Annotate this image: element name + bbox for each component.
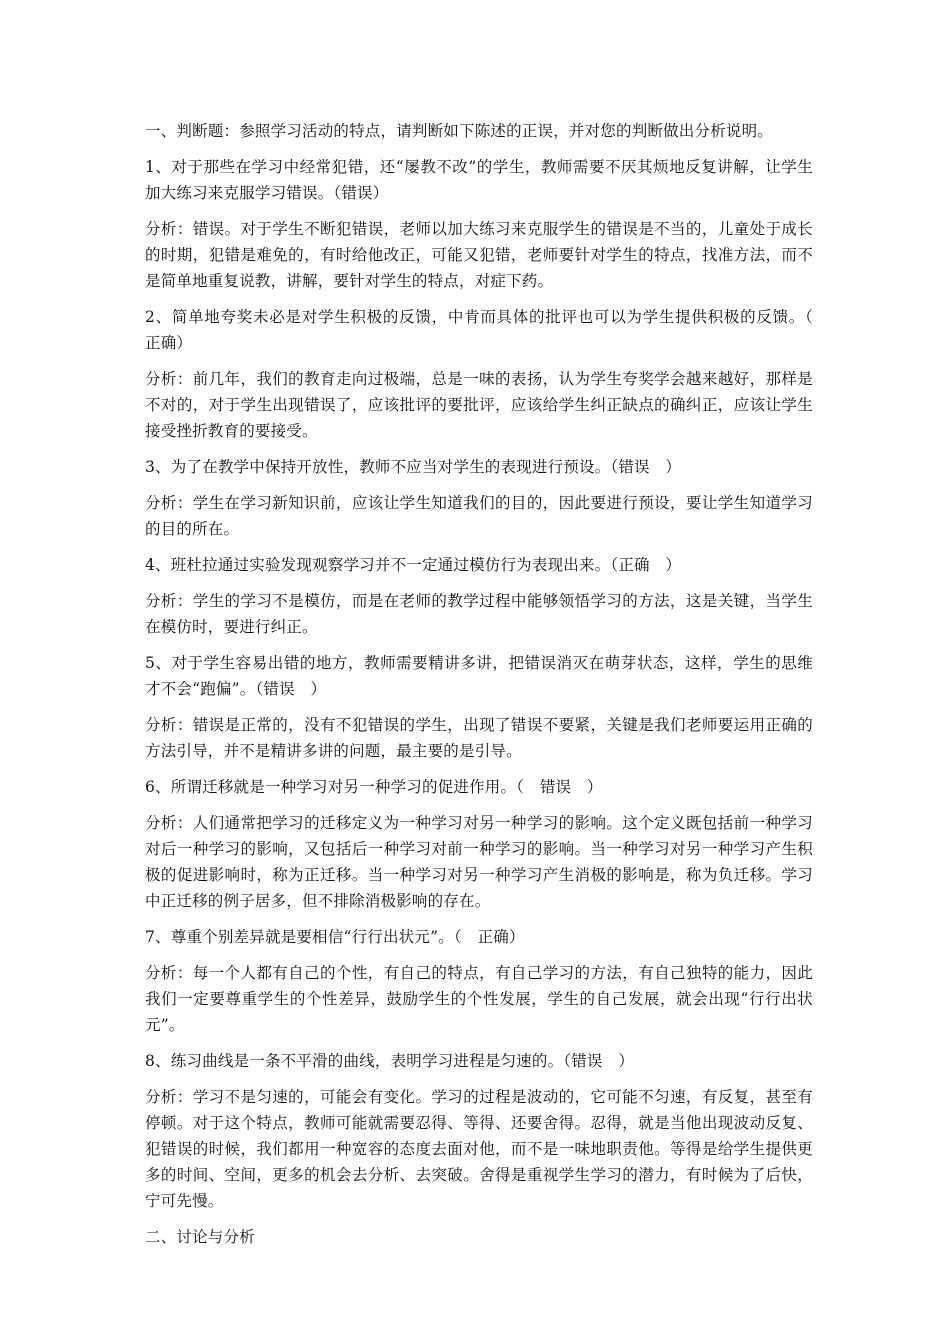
question-2: 2、简单地夸奖未必是对学生积极的反馈，中肯而具体的批评也可以为学生提供积极的反馈。（ 正确）: [145, 308, 829, 352]
analysis-2: 分析：前几年，我们的教育走向过极端，总是一味的表扬，认为学生夸奖学会越来越好，那样是不对的，对于学生出现错误了，应该批评的要批评，应该给学生纠正缺点的确纠正，应该让学生接受挫折教育的要接受。: [145, 370, 813, 440]
analysis-8: 分析：学习不是匀速的，可能会有变化。学习的过程是波动的，它可能不匀速，有反复，甚至有停顿。对于这个特点，教师可能就需要忍得、等得、还要舍得。忍得，就是当他出现波动反复、犯错误的时候，我们都用一种宽容的态度去面对他，而不是一味地职责他。等得是给学生提供更多的时间、空间，更多的机会去分析、去突破。舍得是重视学生学习的潜力，有时候为了后快，宁可先慢。: [145, 1088, 813, 1210]
section-1-heading: 一、判断题：参照学习活动的特点，请判断如下陈述的正误，并对您的判断做出分析说明。: [145, 122, 774, 140]
question-1: 1、对于那些在学习中经常犯错，还“屡教不改”的学生，教师需要不厌其烦地反复讲解，让学生加大练习来克服学习错误。（错误）: [145, 158, 813, 202]
question-6: 6、所谓迁移就是一种学习对另一种学习的促进作用。（ 错误 ）: [145, 778, 603, 796]
question-5: 5、对于学生容易出错的地方，教师需要精讲多讲，把错误消灭在萌芽状态，这样，学生的思维才不会“跑偏”。（错误 ）: [145, 654, 813, 698]
question-3: 3、为了在教学中保持开放性，教师不应当对学生的表现进行预设。（错误 ）: [145, 458, 682, 476]
analysis-5: 分析：错误是正常的，没有不犯错误的学生，出现了错误不要紧，关键是我们老师要运用正确的方法引导，并不是精讲多讲的问题，最主要的是引导。: [145, 716, 813, 760]
question-4: 4、班杜拉通过实验发现观察学习并不一定通过模仿行为表现出来。（正确 ）: [145, 556, 682, 574]
analysis-3: 分析：学生在学习新知识前，应该让学生知道我们的目的，因此要进行预设，要让学生知道学习的目的所在。: [145, 494, 813, 538]
section-2-heading: 二、讨论与分析: [145, 1228, 255, 1246]
analysis-4: 分析：学生的学习不是模仿，而是在老师的教学过程中能够领悟学习的方法，这是关键，当学生在模仿时，要进行纠正。: [145, 592, 813, 636]
analysis-6: 分析：人们通常把学习的迁移定义为一种学习对另一种学习的影响。这个定义既包括前一种学习对后一种学习的影响，又包括后一种学习对前一种学习的影响。当一种学习对另一种学习产生积极的促进影响时，称为正迁移。当一种学习对另一种学习产生消极的影响是，称为负迁移。学习中正迁移的例子居多，但不排除消极影响的存在。: [145, 814, 813, 910]
analysis-7: 分析：每一个人都有自己的个性，有自己的特点，有自己学习的方法，有自己独特的能力，因此我们一定要尊重学生的个性差异，鼓励学生的个性发展，学生的自己发展，就会出现“行行出状元”。: [145, 964, 813, 1034]
analysis-1: 分析：错误。对于学生不断犯错误，老师以加大练习来克服学生的错误是不当的，儿童处于成长的时期，犯错是难免的，有时给他改正，可能又犯错，老师要针对学生的特点，找准方法，而不是简单地重复说教，讲解，要针对学生的特点，对症下药。: [145, 220, 813, 290]
question-8: 8、练习曲线是一条不平滑的曲线，表明学习进程是匀速的。（错误 ）: [145, 1052, 635, 1070]
question-7: 7、尊重个别差异就是要相信“行行出状元”。（ 正确）: [145, 928, 525, 946]
document-body: [145, 118, 829, 1260]
